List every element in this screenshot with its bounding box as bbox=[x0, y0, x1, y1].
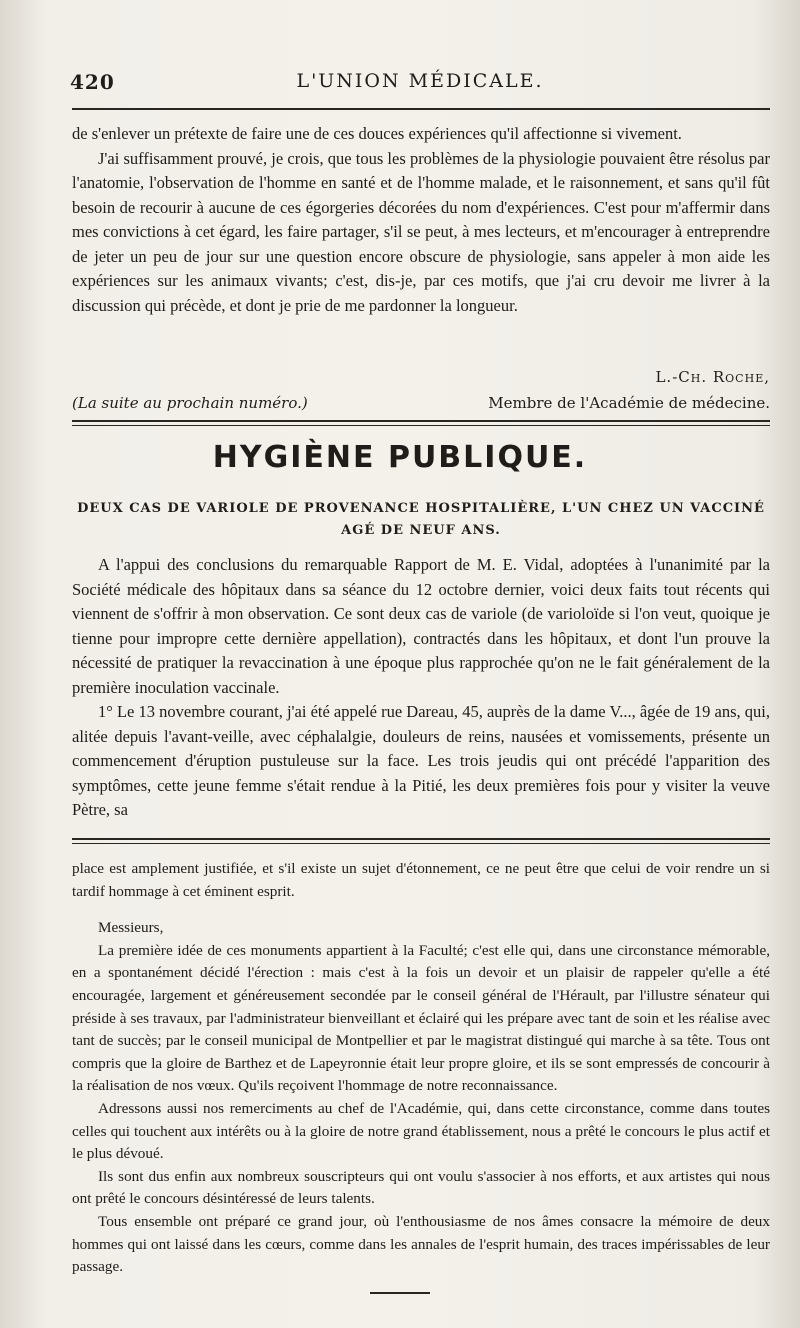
section-rule-top bbox=[72, 420, 770, 422]
feuilleton-rule-bottom bbox=[72, 843, 770, 844]
section-rule-bottom bbox=[72, 425, 770, 426]
header-rule bbox=[72, 108, 770, 110]
article-paragraph: 1° Le 13 novembre courant, j'ai été appelé rue Dareau, 45, auprès de la dame V..., âgée de 19 ans, qui, alitée depuis l'avant-veille, avec céphalalgie, douleurs de reins, nausées et vomissements, présente un commencement d'éruption pustuleuse sur la face. Les trois jeudis qui ont précédé l'apparition des symptômes, cette jeune femme s'était rendue à la Pitié, les deux premières fois pour y visiter la veuve Pètre, sa bbox=[72, 702, 770, 819]
end-mark bbox=[370, 1292, 430, 1294]
page-number: 420 bbox=[70, 70, 115, 94]
feuilleton bbox=[72, 858, 770, 1279]
feuilleton-paragraph: Adressons aussi nos remerciments au chef de l'Académie, qui, dans cette circonstance, comme dans toutes celles qui touchent aux intérêts ou à la gloire de notre grand établissement, nous a prêté le concours le plus actif et le plus dévoué. bbox=[72, 1099, 770, 1163]
article-paragraph: J'ai suffisamment prouvé, je crois, que tous les problèmes de la physiologie pouvaient être résolus par l'anatomie, l'observation de l'homme en santé et de l'homme malade, et le raisonnement, et sans qu'il fût besoin de recourir à aucune de ces égorgeries décorées du nom d'expériences. C'est pour m'affermir dans mes convictions à cet égard, les faire partager, s'il se peut, à mes lecteurs, et m'encourager à entreprendre de jeter un peu de jour sur une question encore obscure de physiologie, sans appeler à mon aide les expériences sur les animaux vivants; c'est, dis-je, par ces motifs, que j'ai cru devoir me livrer à la discussion qui précède, et dont je prie de me pardonner la longueur. bbox=[72, 148, 770, 315]
page-header bbox=[70, 70, 770, 100]
author-signature: L.-Ch. Roche, bbox=[655, 368, 770, 386]
article-paragraph: A l'appui des conclusions du remarquable Rapport de M. E. Vidal, adoptées à l'unanimité par la Société médicale des hôpitaux dans sa séance du 12 octobre dernier, voici deux faits tout récents qui viennent de s'offrir à mon observation. Ce sont deux cas de variole (de varioloïde si l'on veut, quoique je tienne pour impropre cette dernière appellation), contractés dans les hôpitaux, et dont l'un prouve la nécessité de pratiquer la revaccination à une époque plus rapprochée qu'on ne le fait généralement de la première inoculation vaccinale. bbox=[72, 555, 770, 697]
top-article bbox=[72, 122, 770, 318]
continuation-note: (La suite au prochain numéro.) bbox=[72, 394, 308, 412]
hygiene-article bbox=[72, 553, 770, 823]
section-title: HYGIÈNE PUBLIQUE. bbox=[212, 440, 588, 475]
feuilleton-rule-top bbox=[72, 838, 770, 840]
feuilleton-paragraph: Ils sont dus enfin aux nombreux souscripteurs qui ont voulu s'associer à nos efforts, et aux artistes qui nous ont prêté le concours désintéressé de leurs talents. bbox=[72, 1167, 770, 1208]
running-title: L'UNION MÉDICALE. bbox=[296, 70, 544, 92]
article-paragraph: de s'enlever un prétexte de faire une de ces douces expériences qu'il affectionne si vivement. bbox=[72, 124, 682, 143]
section-subtitle: DEUX CAS DE VARIOLE DE PROVENANCE HOSPITALIÈRE, L'UN CHEZ UN VACCINÉ AGÉ DE NEUF ANS. bbox=[77, 501, 765, 538]
feuilleton-paragraph: La première idée de ces monuments appartient à la Faculté; c'est elle qui, dans une circonstance mémorable, en a spontanément décidé l'érection : mais c'est à la fois un devoir et un plaisir de rappeler qu'elle a été encouragée, largement et généreusement secondée par le conseil général de l'Hérault, par l'illustre sénateur qui préside à ses travaux, par l'administrateur bienveillant et éclairé qui les prépare avec tant de soin et les réalise avec tant de succès; par le conseil municipal de Montpellier et par le magistrat distingué qui marche à sa tête. Tous ont compris que la gloire de Barthez et de Lapeyronnie était leur propre gloire, et ils se sont empressés de concourir à la réalisation de nos vœux. Qu'ils reçoivent l'hommage de notre reconnaissance. bbox=[72, 941, 770, 1095]
feuilleton-paragraph: Tous ensemble ont préparé ce grand jour, où l'enthousiasme de nos âmes consacre la mémoire de deux hommes qui ont laissé dans les cœurs, comme dans les annales de l'esprit humain, des traces impérissables de leur passage. bbox=[72, 1212, 770, 1276]
author-affiliation: Membre de l'Académie de médecine. bbox=[488, 394, 770, 412]
address-salutation: Messieurs, bbox=[98, 919, 164, 937]
feuilleton-paragraph: place est amplement justifiée, et s'il existe un sujet d'étonnement, ce ne peut être que celui de voir rendre un si tardif hommage à cet éminent esprit. bbox=[72, 860, 770, 900]
